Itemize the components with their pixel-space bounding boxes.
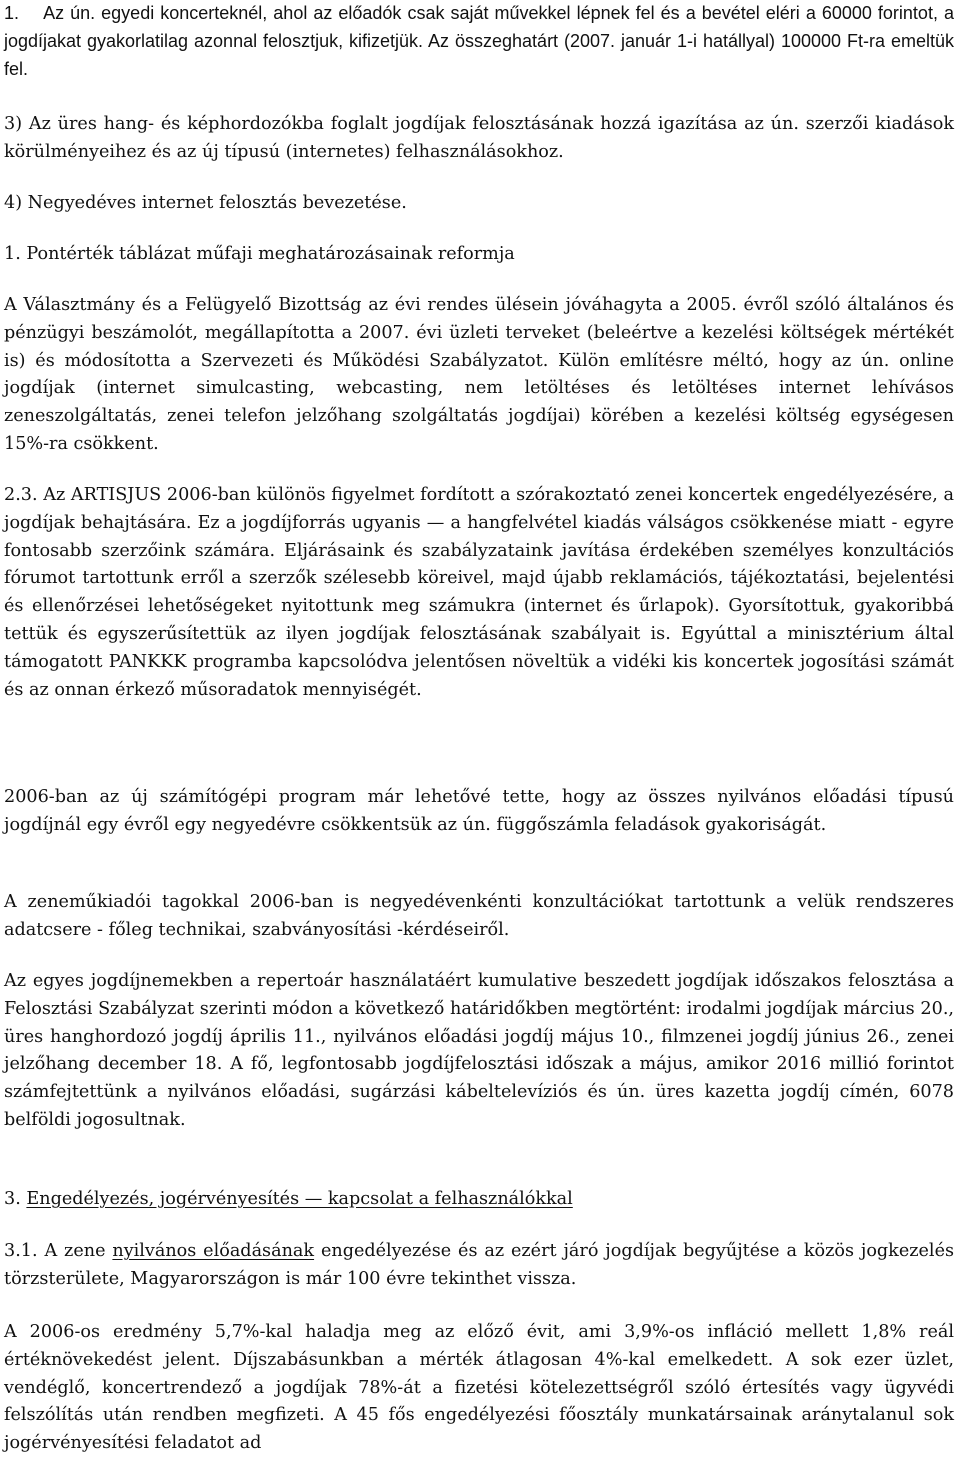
paragraph-text: A zene bbox=[44, 1241, 106, 1261]
paragraph-eredmeny: A 2006-os eredmény 5,7%-kal haladja meg az előző évit, ami 3,9%-os infláció mellett 1,8% reál értéknövekedést jelent. Díjszabásunkban a mérték átlagosan 4%-kal emelkedett. A sok ezer üzlet, vendéglő, koncertrendező a jogdíjak 78%-át a fizetési kötelezettségről szóló értesítés vagy ügyvédi felszólítás után rendben megfizeti. A 45 fős engedélyezési főosztály munkatársainak aránytalanul sok jogérvényesítési feladatot ad bbox=[4, 1322, 954, 1454]
paragraph-felosztas: Az egyes jogdíjnemekben a repertoár használatáért kumulative beszedett jogdíjak időszakos felosztása a Felosztási Szabályzat szerinti módon a következő határidőkben megtörtént: irodalmi jogdíjak március 20., üres hanghordozó jogdíj április 11., nyilvános előadási jogdíj május 10., filmzenei jogdíj június 26., zenei jelzőhang december 18. A fő, legfontosabb jogdíjfelosztási időszak a május, amikor 2016 millió forintot számfejtettünk a nyilvános előadási, sugárzási kábeltelevíziós és ún. üres kazetta jogdíj címén, 6078 belföldi jogosultnak. bbox=[4, 971, 954, 1130]
list-item-text: Az ún. egyedi koncerteknél, ahol az előadók csak saját művekkel lépnek fel és a bevétel eléri a 60000 forintot, a jogdíjakat gyakorlatilag azonnal felosztjuk, kifizetjük. Az összeghatárt (2007. január 1-i hatállyal) 100000 Ft-ra emeltük fel. bbox=[4, 3, 954, 79]
paragraph-valasztmany: A Választmány és a Felügyelő Bizottság az évi rendes ülésein jóváhagyta a 2005. évről szóló általános és pénzügyi beszámolót, megállapította a 2007. évi üzleti terveket (beleértve a kezelési költségek mértékét is) és módosította a Szervezeti és Működési Szabályzatot. Külön említésre méltó, hogy az ún. online jogdíjak (internet simulcasting, webcasting, nem letöltéses és letöltéses internet lehívásos zeneszolgáltatás, zenei telefon jelzőhang szolgáltatás jogdíjai) körében a kezelési költség egységesen 15%-ra csökkent. bbox=[4, 295, 954, 454]
paragraph-zenemukiado: A zeneműkiadói tagokkal 2006-ban is negyedévenkénti konzultációkat tartottunk a velük rendszeres adatcsere - főleg technikai, szabványosítási -kérdéseiről. bbox=[4, 892, 954, 940]
list-item-4: 4) Negyedéves internet felosztás bevezetése. bbox=[4, 193, 407, 213]
list-item-number: 1. bbox=[4, 3, 20, 23]
section-heading-1: 1. Pontérték táblázat műfaji meghatározásainak reformja bbox=[4, 244, 515, 264]
section-heading-3 bbox=[4, 1186, 954, 1214]
section-number: 3. bbox=[4, 1189, 21, 1209]
paragraph-number: 3.1. bbox=[4, 1241, 38, 1261]
paragraph-text-rest: engedélyezése és az ezért járó jogdíjak begyűjtése a közös jogkezelés törzsterülete, Magyarországon is már 100 évre tekinthet vissza. bbox=[4, 1241, 955, 1289]
list-item-3: 3) Az üres hang- és képhordozókba foglalt jogdíjak felosztásának hozzá igazítása az ún. szerzői kiadások körülményeihez és az új típusú (internetes) felhasználásokhoz. bbox=[4, 114, 954, 162]
section-title: Engedélyezés, jogérvényesítés — kapcsolat a felhasználókkal bbox=[26, 1189, 573, 1209]
underlined-phrase: nyilvános előadásának bbox=[112, 1241, 315, 1261]
paragraph-2006: 2006-ban az új számítógépi program már lehetővé tette, hogy az összes nyilvános előadási típusú jogdíjnál egy évről egy negyedévre csökkentsük az ún. függőszámla feladások gyakoriságát. bbox=[4, 787, 954, 835]
paragraph-2-3: 2.3. Az ARTISJUS 2006-ban különös figyelmet fordított a szórakoztató zenei koncertek engedélyezésére, a jogdíjak behajtására. Ez a jogdíjforrás ugyanis — a hangfelvétel kiadás válságos csökkenése miatt - egyre fontosabb szerzőink számára. Eljárásaink és szabályzataink javítása érdekében személyes konzultációs fórumot tartottunk erről a szerzők szélesebb köreivel, majd újabb reklamációs, tájékoztatási, bejelentési és ellenőrzései lehetőségeket nyitottunk meg számukra (internet és űrlapok). Gyorsítottuk, gyakoribbá tettük és egyszerűsítettük az ilyen jogdíjak felosztásának szabályait is. Egyúttal a minisztérium által támogatott PANKKK programba kapcsolódva jelentősen növeltük a vidéki kis koncertek jogosítási számát és az onnan érkező műsoradatok mennyiségét. bbox=[4, 485, 954, 700]
list-item-1 bbox=[4, 0, 954, 83]
paragraph-3-1 bbox=[4, 1238, 954, 1294]
